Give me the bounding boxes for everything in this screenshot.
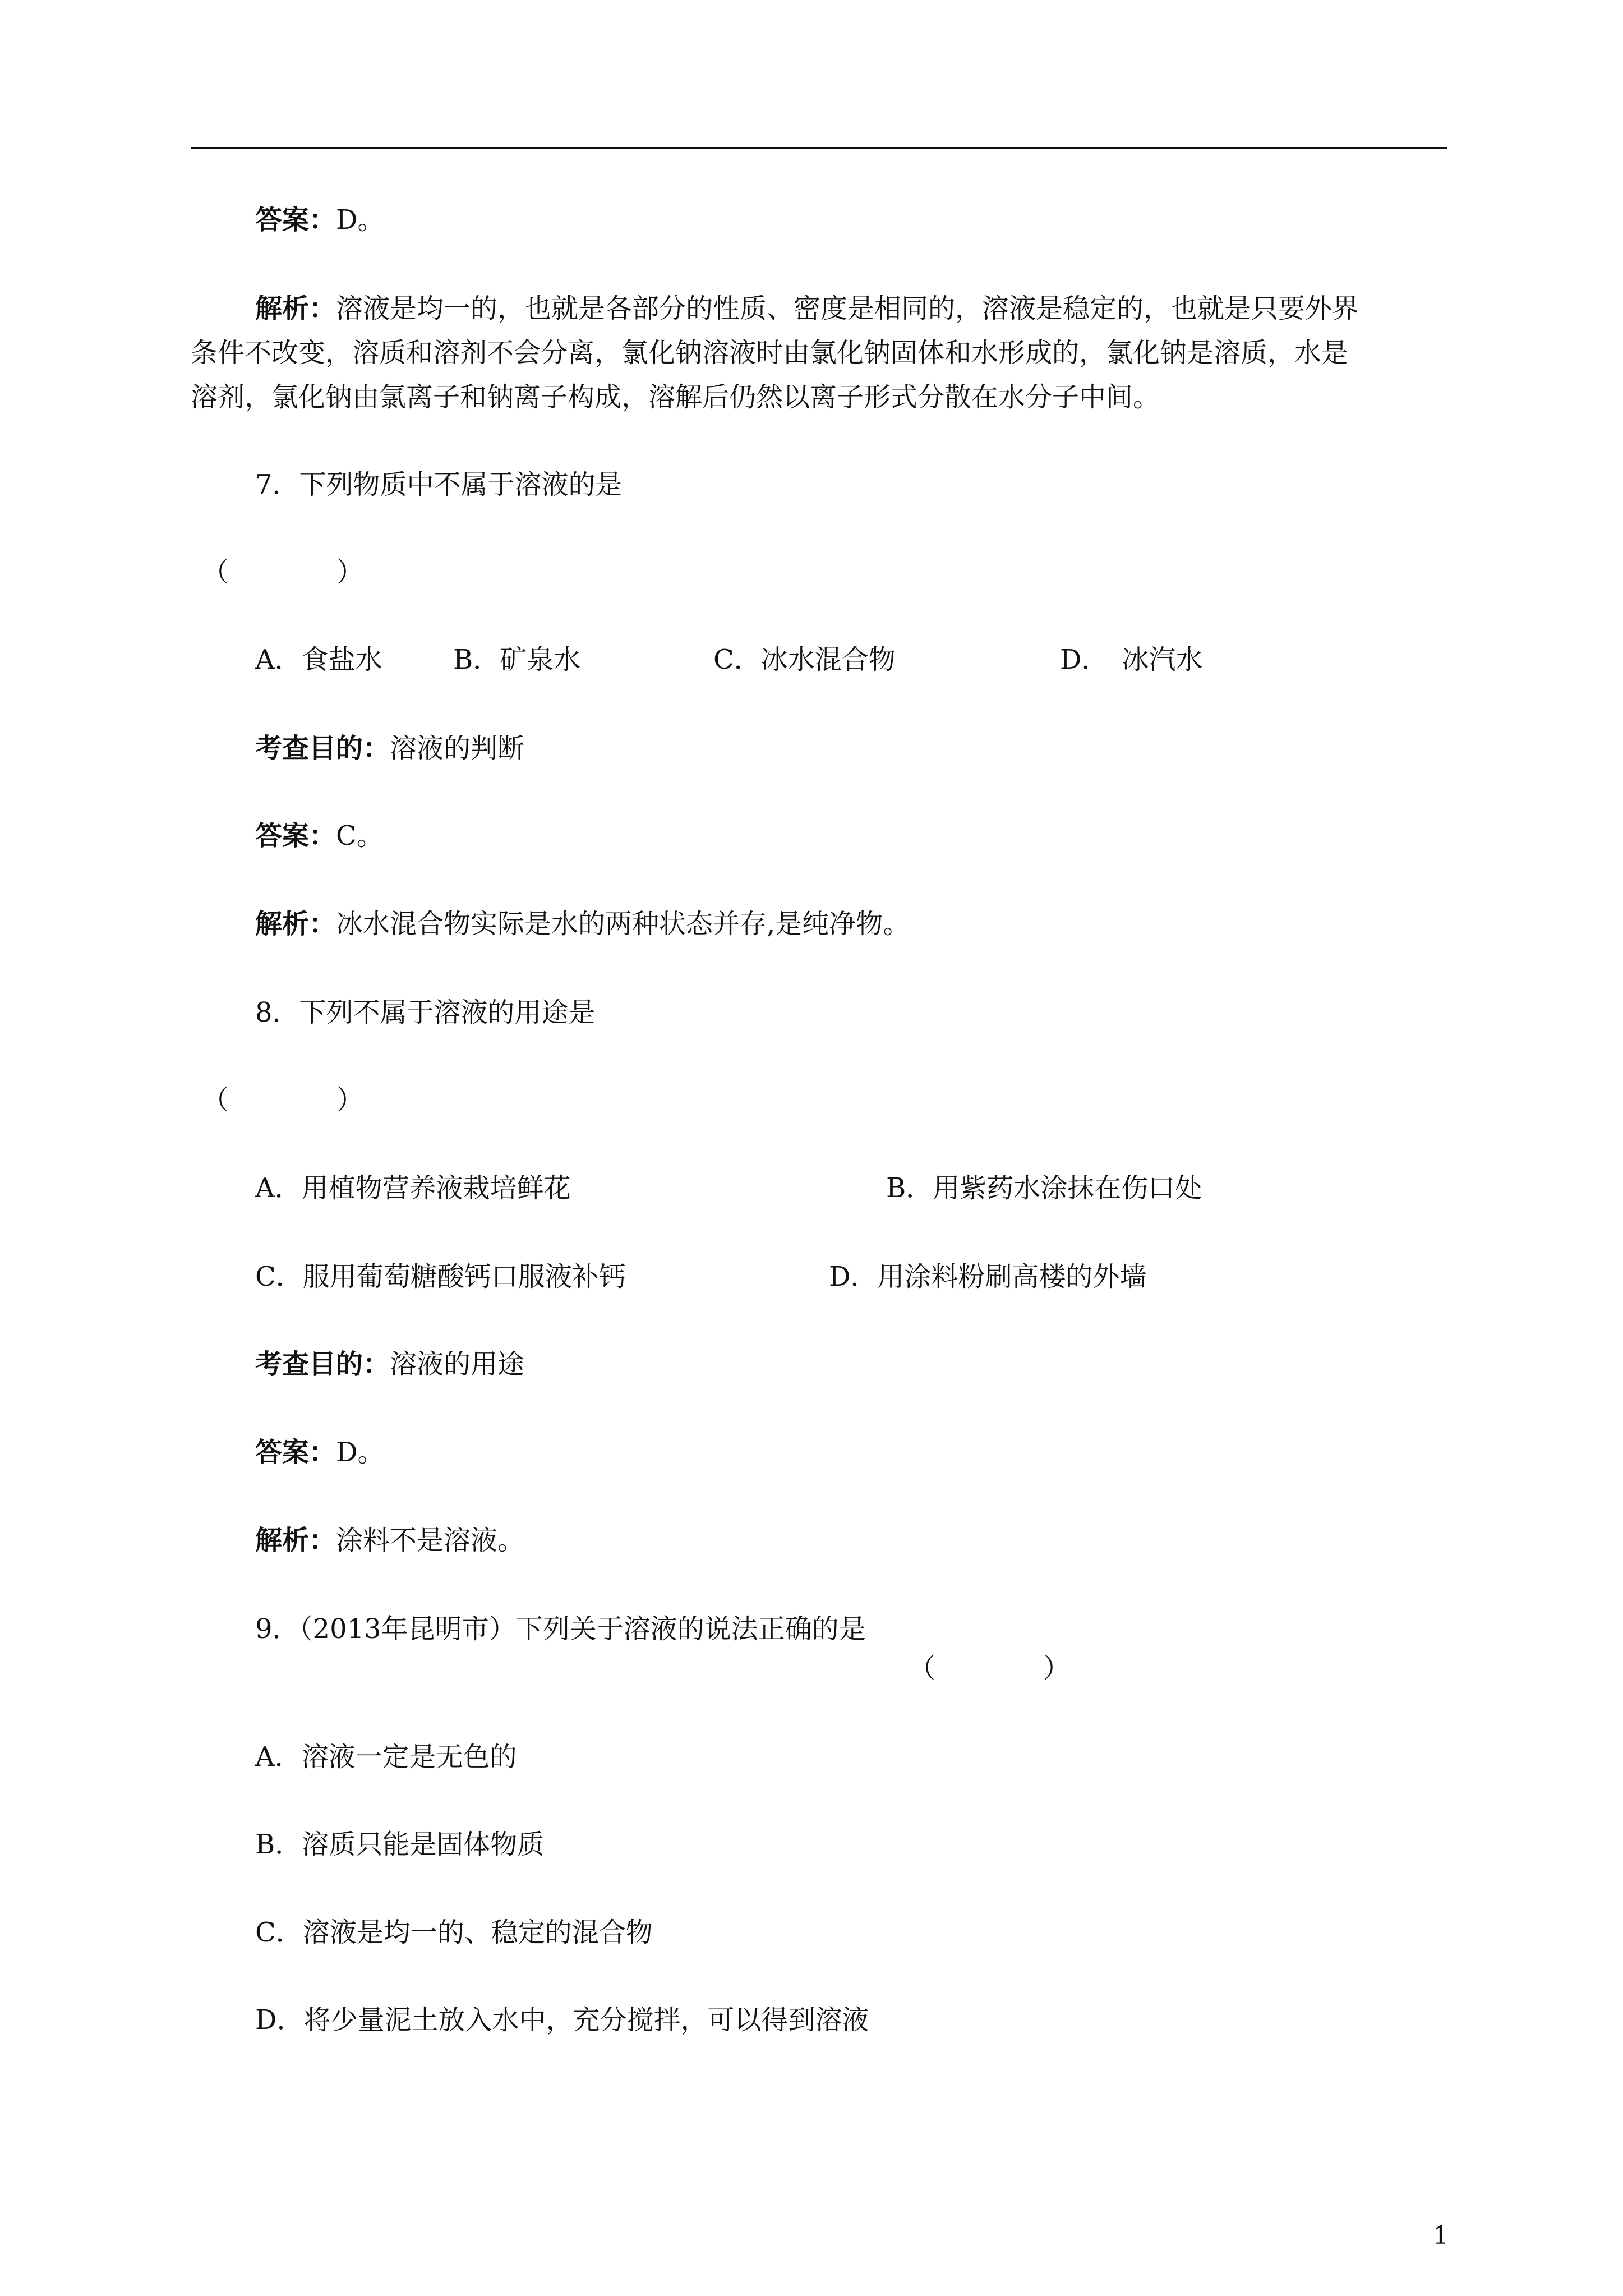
- q9-option-a: A．溶液一定是无色的: [255, 1741, 517, 1773]
- q9-option-d: D．将少量泥土放入水中，充分搅拌，可以得到溶液: [255, 2004, 869, 2036]
- q7-purpose: 考查目的：溶液的判断: [255, 733, 525, 764]
- q8-option-b: B．用紫药水涂抹在伤口处: [886, 1172, 1202, 1204]
- q9-answer-bracket: （ ）: [909, 1653, 1071, 1684]
- q9-option-b: B．溶质只能是固体物质: [255, 1829, 545, 1860]
- prev-analysis-line-1: 解析：溶液是均一的，也就是各部分的性质、密度是相同的，溶液是稳定的，也就是只要外界: [255, 293, 1359, 324]
- page-number: 1: [1433, 2221, 1449, 2250]
- header-rule: [191, 147, 1447, 149]
- q7-option-a: A．食盐水: [255, 644, 382, 675]
- q8-stem: 8．下列不属于溶液的用途是: [255, 997, 596, 1028]
- q7-answer: 答案：C。: [255, 820, 384, 852]
- q8-option-a: A．用植物营养液栽培鲜花: [255, 1172, 571, 1204]
- prev-answer: 答案：D。: [255, 204, 385, 236]
- q7-analysis: 解析：冰水混合物实际是水的两种状态并存,是纯净物。: [255, 908, 910, 940]
- q7-option-d: D． 冰汽水: [1060, 644, 1203, 675]
- q9-option-c: C．溶液是均一的、稳定的混合物: [255, 1917, 653, 1948]
- prev-analysis-line-2: 条件不改变，溶质和溶剂不会分离，氯化钠溶液时由氯化钠固体和水形成的，氯化钠是溶质，水是: [191, 337, 1349, 369]
- q8-analysis: 解析：涂料不是溶液。: [255, 1525, 525, 1556]
- q9-stem: 9．（2013年昆明市）下列关于溶液的说法正确的是: [255, 1613, 866, 1645]
- q8-option-c: C．服用葡萄糖酸钙口服液补钙: [255, 1261, 626, 1292]
- q8-answer-bracket: （ ）: [202, 1084, 364, 1116]
- q8-purpose: 考查目的：溶液的用途: [255, 1349, 525, 1380]
- q7-option-b: B．矿泉水: [453, 644, 581, 675]
- prev-analysis-line-3: 溶剂，氯化钠由氯离子和钠离子构成，溶解后仍然以离子形式分散在水分子中间。: [191, 381, 1160, 413]
- q8-answer: 答案：D。: [255, 1437, 385, 1468]
- q7-stem: 7．下列物质中不属于溶液的是: [255, 469, 623, 500]
- q7-answer-bracket: （ ）: [202, 556, 364, 588]
- q8-option-d: D．用涂料粉刷高楼的外墙: [829, 1261, 1147, 1292]
- q7-option-c: C．冰水混合物: [713, 644, 896, 675]
